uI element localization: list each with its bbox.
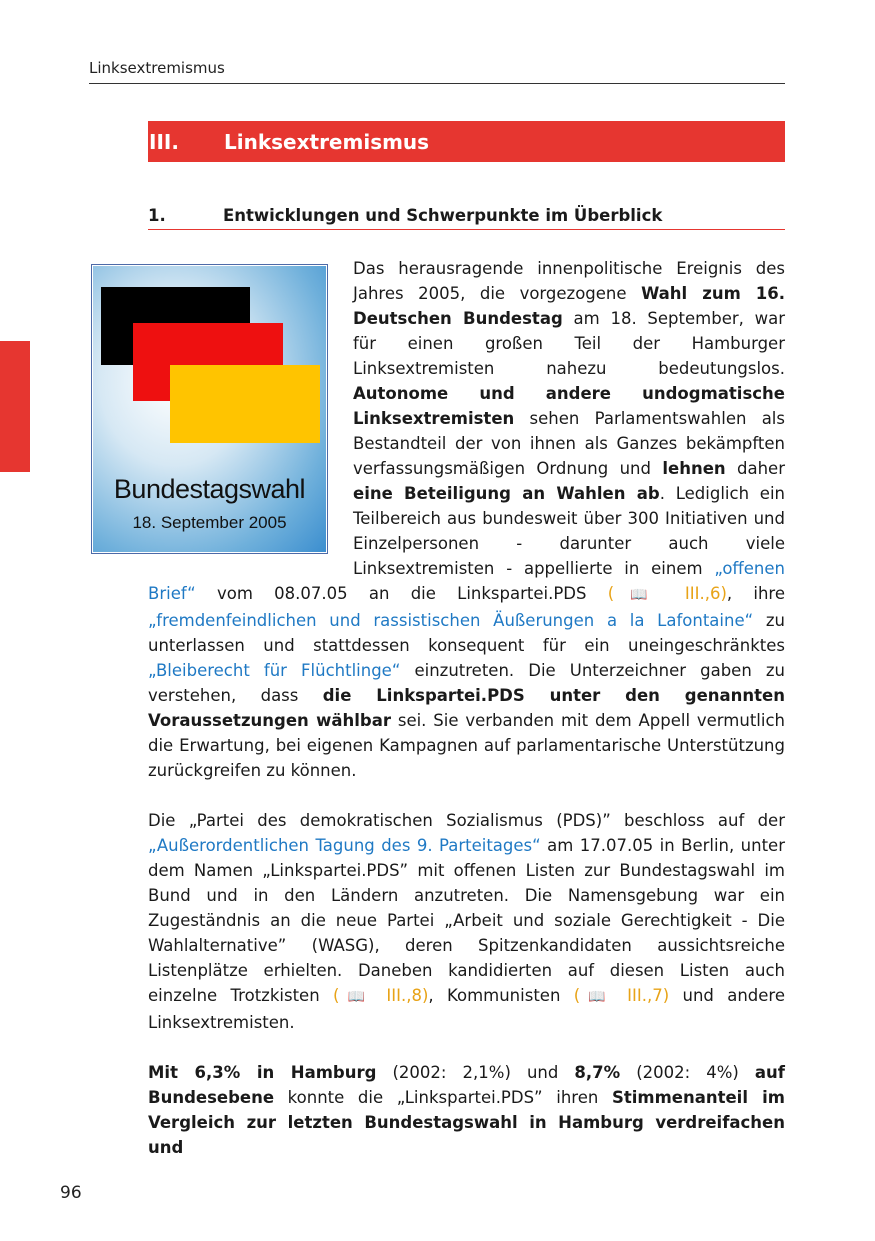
bold-run: Mit 6,3% in Hamburg xyxy=(148,1063,377,1082)
text-run: am 17.07.05 in Berlin, unter dem Namen „Linkspartei.PDS” mit offenen Listen zur Bundestagswahl im Bund und in den Ländern anzutreten. Die Namensgebung war ein Zugeständnis an die neue Partei „Arbeit und soziale Gerechtigkeit - Die Wahlalternative” (WASG), deren Spitzenkandidaten aussichtsreiche Listenplätze erhielten. Daneben kandidierten auf diesen Listen auch einzelne Trotzkisten xyxy=(148,836,785,1005)
chapter-heading xyxy=(148,121,785,162)
text-run: (2002: 4%) xyxy=(620,1063,755,1082)
bold-run: eine Beteiligung an Wahlen ab xyxy=(353,484,660,503)
text-run: einzutreten. Die Unterzeichner gaben zu verstehen, dass xyxy=(148,661,786,705)
chapter-title: Linksextremismus xyxy=(224,129,430,154)
running-header: Linksextremismus xyxy=(89,59,785,84)
paragraph-2 xyxy=(148,808,785,1035)
link-bleiberecht[interactable]: „Bleiberecht für Flüchtlinge“ xyxy=(148,661,401,680)
bold-run: lehnen xyxy=(662,459,726,478)
link-parteitag[interactable]: „Außerordentlichen Tagung des 9. Parteitages“ xyxy=(148,836,541,855)
link-aeusserungen[interactable]: „fremdenfeindlichen und rassistischen Äußerungen a la Lafontaine“ xyxy=(148,611,754,630)
section-number: 1. xyxy=(148,206,166,225)
text-run: . Lediglich ein Teilbereich aus bundesweit über 300 Initiativen und Einzelpersonen - darunter auch viele Linksextremisten - appellierte in einem xyxy=(353,484,785,578)
bold-run: 8,7% xyxy=(574,1063,621,1082)
body-text xyxy=(148,256,785,1160)
text-run: Das herausragende innenpolitische Ereignis des Jahres 2005, die vorgezogene xyxy=(353,259,785,303)
text-run: (2002: 2,1%) und xyxy=(376,1063,575,1082)
text-run: sehen Parlamentswahlen als Bestandteil der von ihnen als Ganzes bekämpften verfassungsmäßigen Ordnung und xyxy=(353,409,785,478)
link-offener-brief[interactable]: „offenen Brief“ xyxy=(148,559,785,603)
page-number: 96 xyxy=(60,1183,82,1203)
text-run: vom 08.07.05 an die Linkspartei.PDS xyxy=(195,584,608,603)
text-run: , Kommunisten xyxy=(428,986,574,1005)
text-run: am 18. September, war für einen großen Teil der Hamburger Linksextremisten nahezu bedeutungslos. xyxy=(353,309,785,378)
text-run: zu unterlassen und stattdessen konsequent für ein uneingeschränktes xyxy=(148,611,785,655)
bold-run: Stimmenanteil im Vergleich zur letzten Bundestagswahl in Hamburg verdreifachen und xyxy=(148,1088,785,1157)
text-run: konnte die „Linkspartei.PDS” ihren xyxy=(274,1088,612,1107)
chapter-side-tab xyxy=(0,341,30,472)
text-run: , ihre xyxy=(726,584,785,603)
reference-link[interactable]: (📖 III.,8) xyxy=(332,986,429,1005)
text-run: und andere Linksextremisten. xyxy=(148,986,785,1032)
book-icon: 📖 xyxy=(339,989,374,1005)
paragraph-3 xyxy=(148,1060,785,1160)
reference-link[interactable]: (📖 III.,6) xyxy=(607,584,727,603)
text-run: sei. Sie verbanden mit dem Appell vermutlich die Erwartung, bei eigenen Kampagnen auf parlamentarische Unterstützung zurückgreifen zu können. xyxy=(148,711,785,780)
section-title: Entwicklungen und Schwerpunkte im Überblick xyxy=(223,206,663,225)
text-run: daher xyxy=(725,459,785,478)
bold-run: Wahl zum 16. Deutschen Bundestag xyxy=(353,284,785,328)
figure-date: 18. September 2005 xyxy=(132,513,287,532)
bold-run: die Linkspartei.PDS unter den genannten Voraussetzungen wählbar xyxy=(148,686,785,730)
bold-run: Autonome und andere undogmatische Linksextremisten xyxy=(353,384,785,428)
reference-link[interactable]: (📖 III.,7) xyxy=(573,986,670,1005)
reference-label: III.,8) xyxy=(386,986,429,1005)
book-icon: 📖 xyxy=(580,989,614,1005)
book-icon: 📖 xyxy=(614,587,664,603)
reference-label: III.,6) xyxy=(684,584,727,603)
chapter-number: III. xyxy=(149,129,179,154)
figure-title: Bundestagswahl xyxy=(113,474,306,504)
figure-spacer xyxy=(148,256,353,581)
reference-label: III.,7) xyxy=(627,986,670,1005)
section-heading xyxy=(148,206,785,230)
text-run: Die „Partei des demokratischen Sozialismus (PDS)” beschloss auf der xyxy=(148,811,785,830)
bold-run: auf Bundesebene xyxy=(148,1063,785,1107)
